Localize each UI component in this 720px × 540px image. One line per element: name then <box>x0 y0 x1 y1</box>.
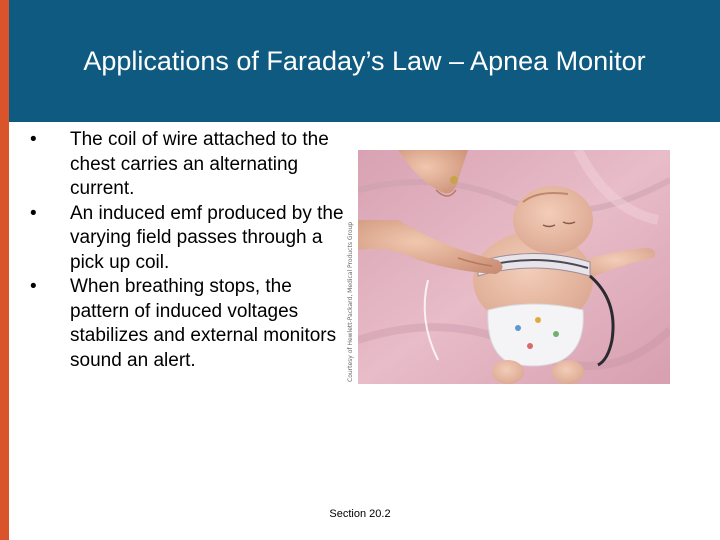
bullet-text: When breathing stops, the pattern of induced voltages stabilizes and external monitors sound an alert. <box>70 276 337 371</box>
photo-credit-text: Courtesy of Hewlett-Packard, Medical Products Group <box>347 221 354 382</box>
bullet-item <box>30 128 348 202</box>
bullet-item <box>30 202 348 276</box>
bullet-marker: • <box>30 202 37 224</box>
infant-apnea-monitor-photo <box>358 150 670 384</box>
photo-illustration <box>358 150 670 384</box>
bullet-marker: • <box>30 129 37 150</box>
section-footer: Section 20.2 <box>329 508 391 520</box>
bullet-marker: • <box>30 276 37 297</box>
bullet-item <box>30 275 348 373</box>
photo-credit <box>337 222 359 382</box>
bullet-text: The coil of wire attached to the chest carries an alternating current. <box>70 129 329 199</box>
accent-stripe <box>0 0 9 540</box>
bullet-list <box>30 128 348 373</box>
slide-title: Applications of Faraday’s Law – Apnea Monitor <box>83 45 646 76</box>
bullet-text: An induced emf produced by the varying field passes through a pick up coil. <box>70 202 344 273</box>
